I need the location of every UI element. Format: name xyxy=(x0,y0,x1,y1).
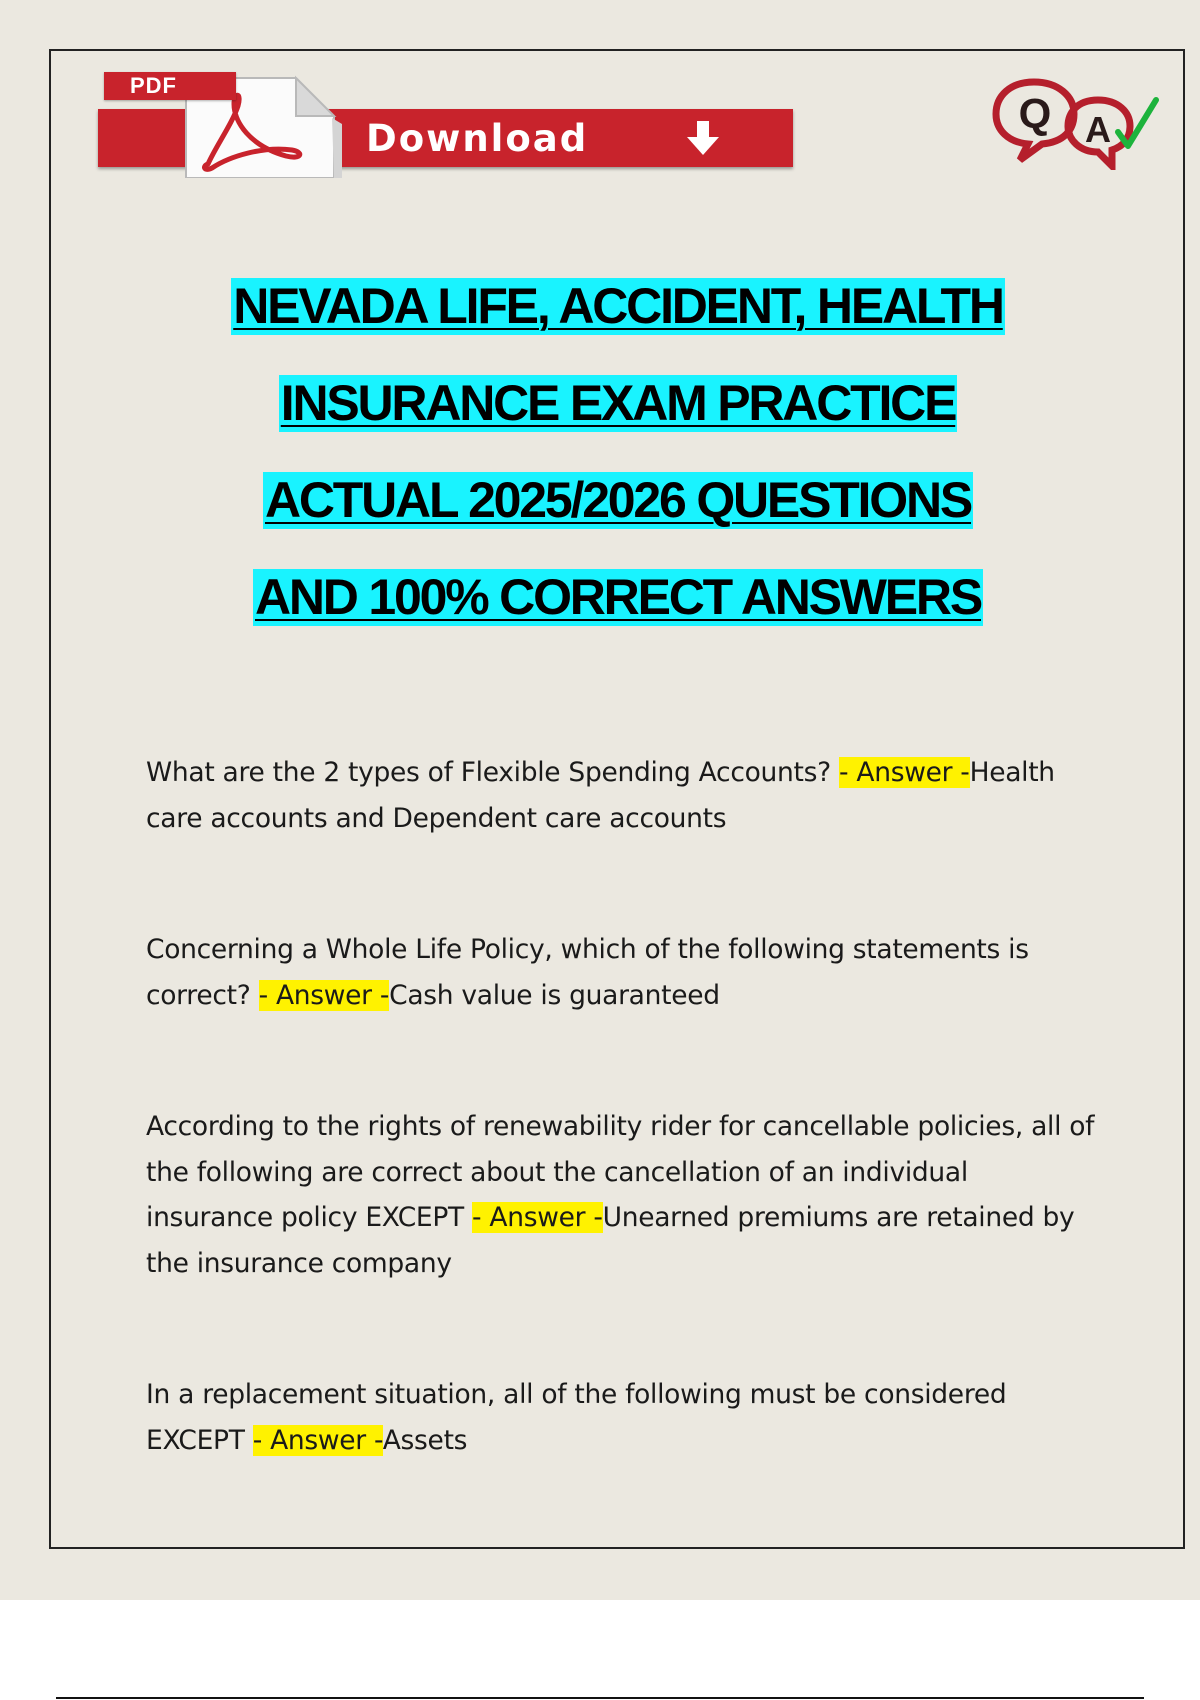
qa-item xyxy=(146,927,1096,1018)
bottom-rule xyxy=(56,1697,1144,1699)
title-line: NEVADA LIFE, ACCIDENT, HEALTH xyxy=(233,278,1003,334)
answer-marker: - Answer - xyxy=(258,979,390,1011)
qa-list xyxy=(146,750,1096,1463)
title-line: INSURANCE EXAM PRACTICE xyxy=(280,375,956,431)
title-line: ACTUAL 2025/2026 QUESTIONS xyxy=(264,472,972,528)
answer-text: Cash value is guaranteed xyxy=(389,979,720,1011)
logo-letter-a: A xyxy=(1085,109,1111,150)
qa-item xyxy=(146,1104,1096,1286)
answer-text: Health care accounts and Dependent care accounts xyxy=(146,757,1055,834)
question-text: What are the 2 types of Flexible Spending Accounts? xyxy=(146,757,839,788)
qa-logo-icon xyxy=(990,70,1160,170)
document-title xyxy=(60,278,1176,666)
question-text: Concerning a Whole Life Policy, which of the following statements is correct? xyxy=(146,934,1029,1011)
download-arrow-icon xyxy=(683,119,723,159)
answer-text: Assets xyxy=(382,1424,468,1456)
title-line: AND 100% CORRECT ANSWERS xyxy=(254,569,981,625)
answer-marker: - Answer - xyxy=(472,1202,603,1233)
pdf-label: PDF xyxy=(104,72,236,100)
answer-text: Unearned premiums are retained by the insurance company xyxy=(146,1202,1075,1279)
download-label: Download xyxy=(366,116,589,160)
answer-marker: - Answer - xyxy=(838,757,970,788)
qa-item xyxy=(146,750,1096,841)
pdf-download-banner[interactable] xyxy=(98,70,793,170)
answer-marker: - Answer - xyxy=(252,1424,383,1456)
logo-letter-q: Q xyxy=(1018,90,1052,137)
qa-item xyxy=(146,1372,1096,1463)
question-text: In a replacement situation, all of the following must be considered EXCEPT xyxy=(146,1379,1007,1456)
question-text: According to the rights of renewability rider for cancellable policies, all of the following are correct about the cancellation of an individual insurance policy EXCEPT xyxy=(146,1111,1095,1233)
